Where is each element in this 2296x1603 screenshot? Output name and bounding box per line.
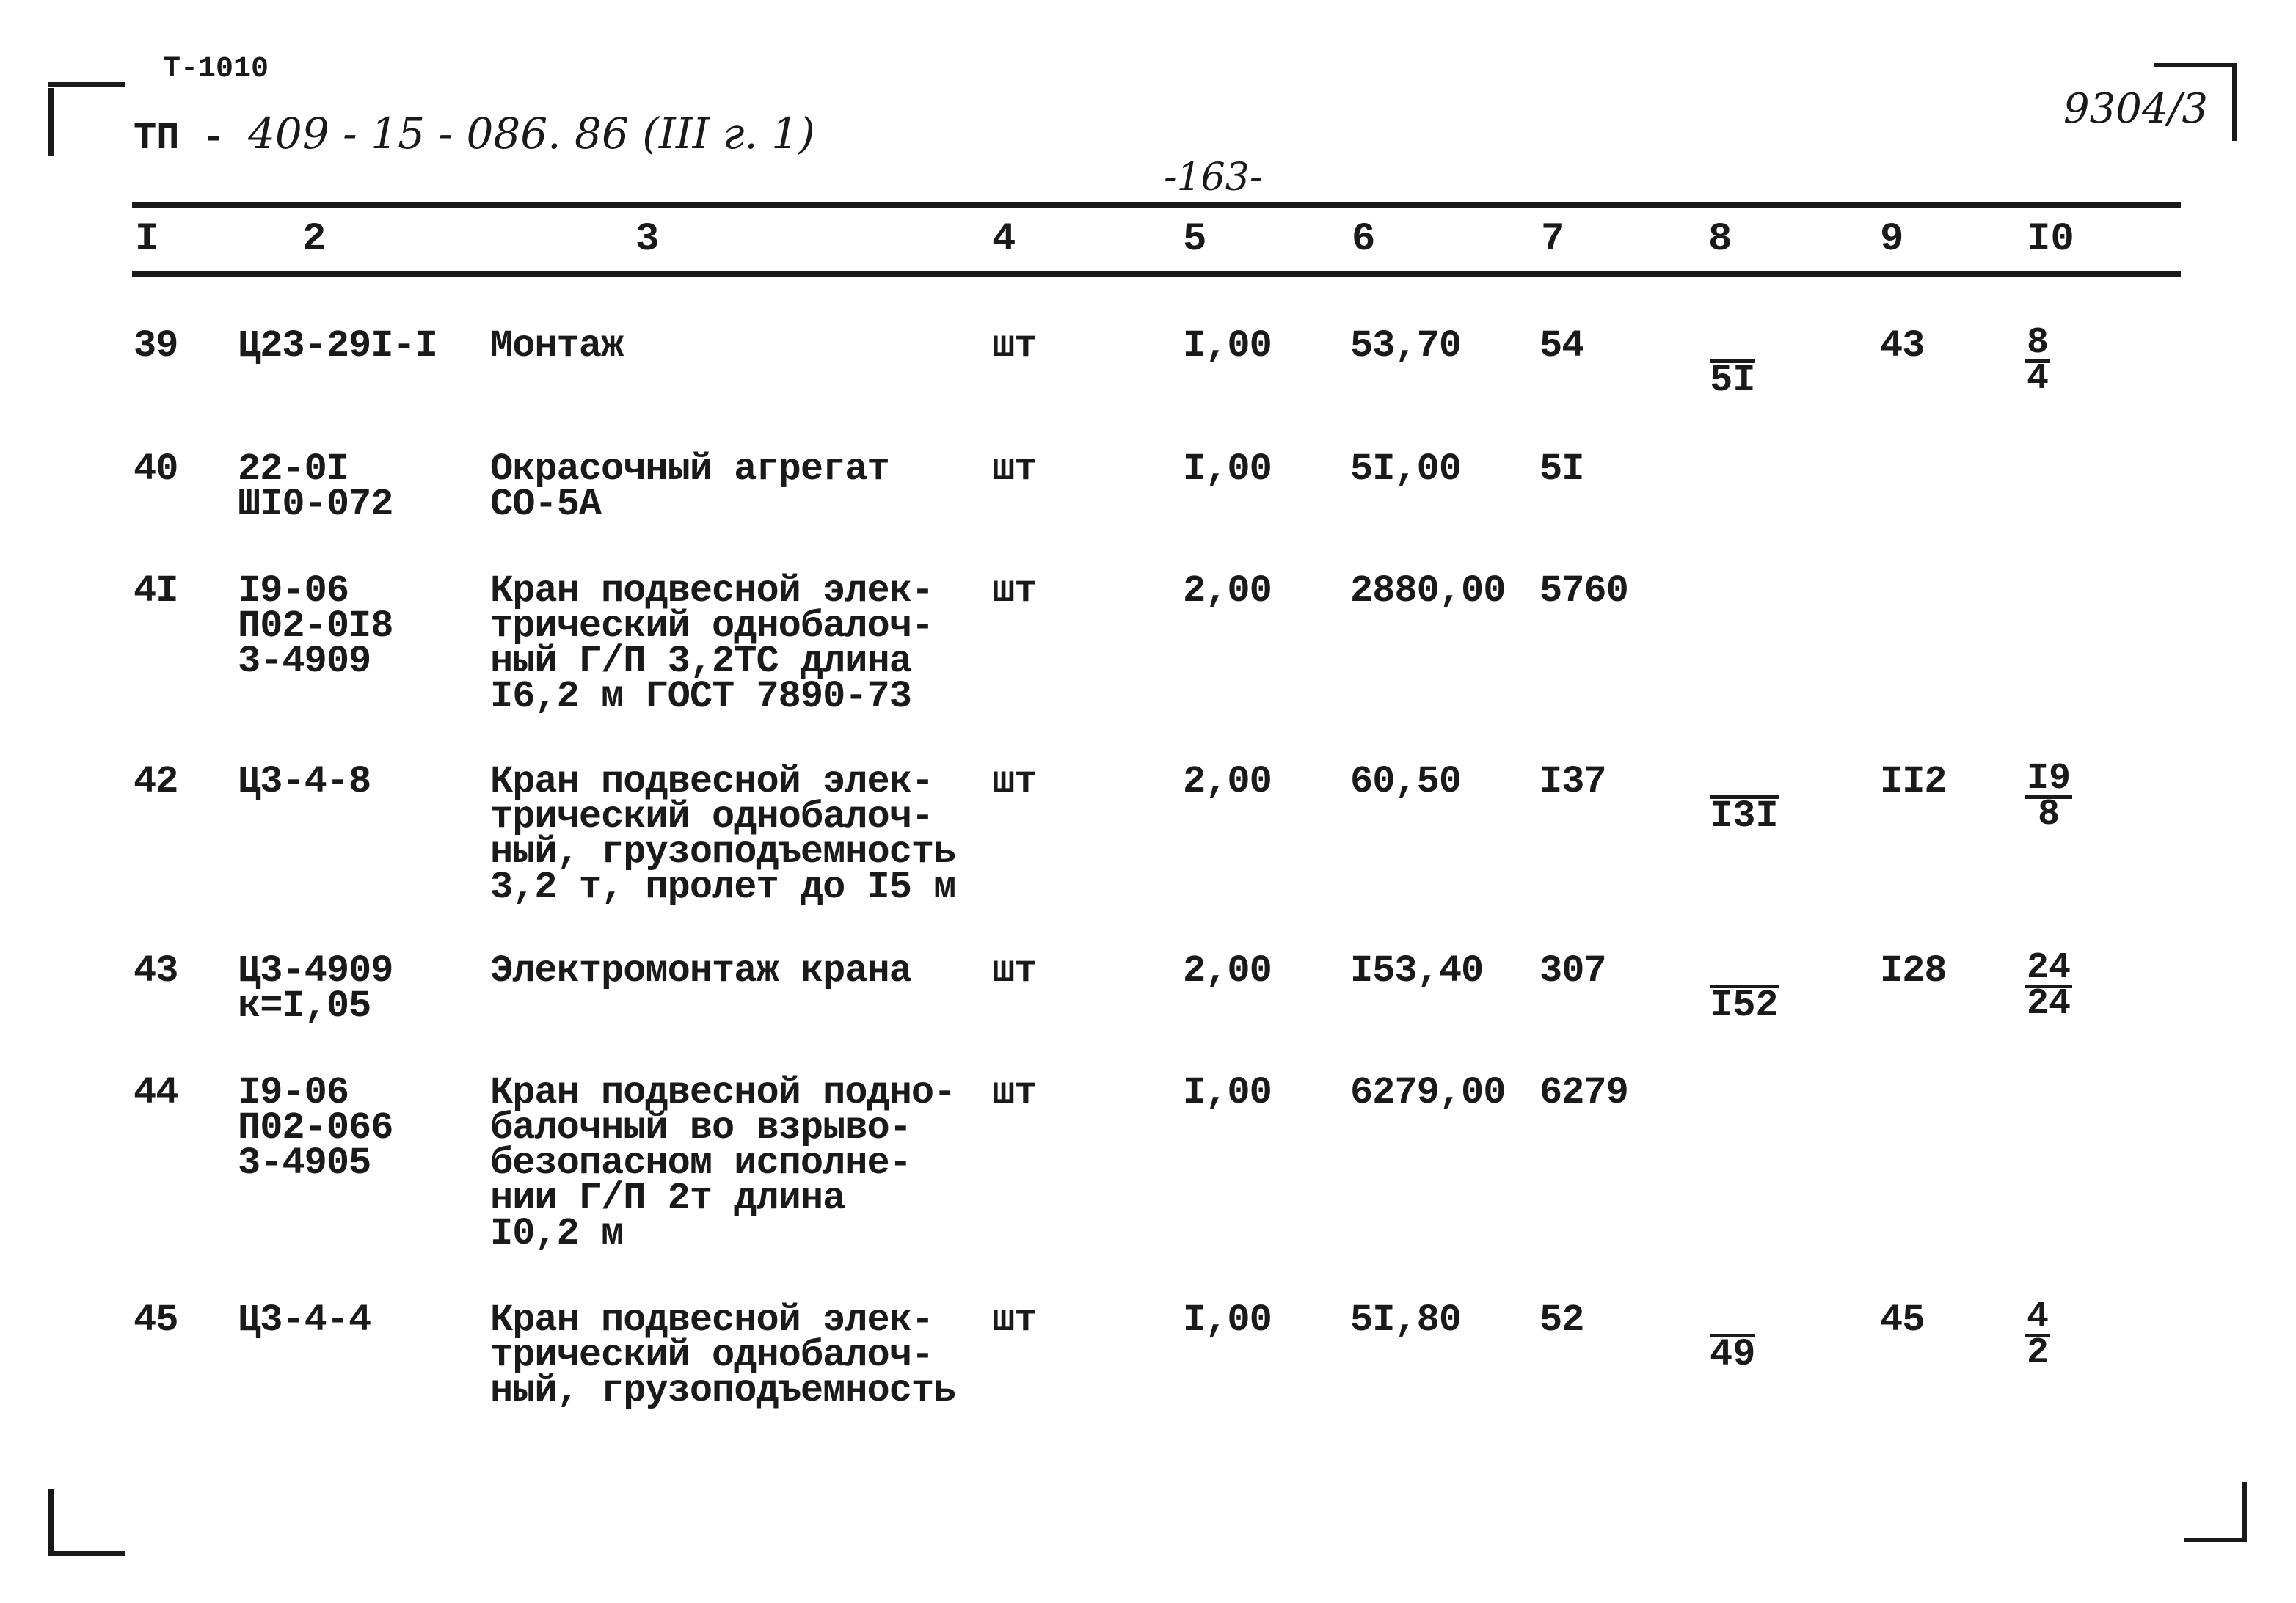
fraction-numerator: 4 — [2027, 1296, 2049, 1338]
norm-code: 22-0I ШI0-072 — [238, 448, 393, 526]
unit: шт — [992, 760, 1037, 803]
column-header: 2 — [302, 217, 327, 262]
unit-price: 2880,00 — [1350, 569, 1506, 613]
corner-mark-top-left-vertical — [48, 88, 54, 156]
document-number: 9304/3 — [2063, 85, 2209, 133]
table-top-rule — [132, 202, 2181, 208]
column-8-value: 49 — [1710, 1333, 1756, 1376]
document-code: Т-1010 — [163, 53, 269, 86]
column-header: I0 — [2027, 217, 2074, 262]
corner-mark-bottom-left-vertical — [48, 1489, 54, 1555]
work-name: Кран подвесной элек- трический однобалоч- ный, грузоподъемность — [490, 1299, 956, 1412]
norm-code: I9-06 П02-0I8 3-4909 — [238, 569, 393, 683]
column-header: 6 — [1352, 217, 1376, 262]
fraction-denominator: 8 — [2038, 794, 2060, 836]
column-9-value: II2 — [1880, 760, 1947, 803]
fraction-numerator: 24 — [2027, 947, 2071, 989]
corner-mark-top-right-horizontal — [2154, 63, 2237, 67]
column-header: 7 — [1541, 217, 1565, 262]
corner-mark-top-left-horizontal — [48, 82, 125, 87]
corner-mark-bottom-right-horizontal — [2184, 1538, 2247, 1542]
row-number: 39 — [134, 324, 178, 368]
column-header: I — [135, 217, 159, 262]
fraction-denominator: 4 — [2027, 358, 2049, 400]
column-header: 9 — [1880, 217, 1904, 262]
series-designation — [134, 109, 815, 160]
total-cost: 5760 — [1539, 569, 1628, 613]
corner-mark-bottom-right-vertical — [2242, 1482, 2247, 1542]
column-header: 5 — [1183, 217, 1207, 262]
work-name: Электромонтаж крана — [490, 949, 911, 993]
unit-price: 5I,00 — [1350, 448, 1462, 491]
work-name: Кран подвесной элек- трический однобалоч- ный Г/П 3,2ТС длина I6,2 м ГОСТ 7890-73 — [490, 569, 934, 718]
work-name: Монтаж — [490, 324, 624, 368]
fraction-denominator: 2 — [2027, 1332, 2049, 1374]
total-cost: I37 — [1539, 760, 1606, 803]
column-header: 3 — [635, 217, 660, 262]
quantity: I,00 — [1183, 1299, 1272, 1342]
row-number: 42 — [134, 760, 178, 803]
unit: шт — [992, 949, 1037, 993]
unit: шт — [992, 569, 1037, 613]
work-name: Кран подвесной элек- трический однобалоч- ный, грузоподъемность 3,2 т, пролет до I5 м — [490, 760, 956, 909]
norm-code: Ц3-4909 к=I,05 — [238, 949, 393, 1028]
unit: шт — [992, 1299, 1037, 1342]
column-9-value: I28 — [1880, 949, 1947, 993]
column-header: 8 — [1708, 217, 1732, 262]
norm-code: Ц3-4-4 — [238, 1299, 371, 1342]
quantity: I,00 — [1183, 1071, 1272, 1114]
quantity: 2,00 — [1183, 760, 1272, 803]
norm-code: Ц23-29I-I — [238, 324, 437, 368]
norm-code: Ц3-4-8 — [238, 760, 371, 803]
total-cost: 52 — [1539, 1299, 1584, 1342]
unit-price: 5I,80 — [1350, 1299, 1462, 1342]
quantity: I,00 — [1183, 448, 1272, 491]
quantity: 2,00 — [1183, 569, 1272, 613]
row-number: 44 — [134, 1071, 178, 1114]
table-header-rule — [132, 271, 2181, 277]
total-cost: 5I — [1539, 448, 1584, 491]
series-prefix: ТП - — [134, 117, 249, 160]
unit-price: I53,40 — [1350, 949, 1484, 993]
column-8-value: 5I — [1710, 359, 1756, 402]
unit: шт — [992, 448, 1037, 491]
column-10-fraction — [2025, 322, 2050, 400]
quantity: I,00 — [1183, 324, 1272, 368]
row-number: 4I — [134, 569, 178, 613]
fraction-denominator: 24 — [2027, 983, 2071, 1025]
fraction-numerator: 8 — [2027, 322, 2049, 364]
unit: шт — [992, 324, 1037, 368]
total-cost: 6279 — [1539, 1071, 1628, 1114]
unit-price: 6279,00 — [1350, 1071, 1506, 1114]
total-cost: 54 — [1539, 324, 1584, 368]
column-9-value: 45 — [1880, 1299, 1925, 1342]
unit-price: 53,70 — [1350, 324, 1462, 368]
column-8-value: I3I — [1710, 795, 1779, 838]
corner-mark-bottom-left-horizontal — [48, 1551, 125, 1556]
row-number: 43 — [134, 949, 178, 993]
unit-price: 60,50 — [1350, 760, 1462, 803]
page-number: -163- — [1164, 156, 1263, 200]
norm-code: I9-06 П02-066 3-4905 — [238, 1071, 393, 1185]
row-number: 40 — [134, 448, 178, 491]
work-name: Окрасочный агрегат СО-5А — [490, 448, 889, 526]
quantity: 2,00 — [1183, 949, 1272, 993]
column-8-value: I52 — [1710, 984, 1779, 1027]
total-cost: 307 — [1539, 949, 1606, 993]
row-number: 45 — [134, 1299, 178, 1342]
column-10-fraction — [2025, 758, 2072, 836]
corner-mark-top-right-vertical — [2232, 65, 2237, 141]
column-header: 4 — [992, 217, 1016, 262]
column-9-value: 43 — [1880, 324, 1925, 368]
unit: шт — [992, 1071, 1037, 1114]
series-handwritten: 409 - 15 - 086. 86 (III г. 1) — [248, 109, 815, 158]
fraction-numerator: I9 — [2027, 758, 2071, 800]
work-name: Кран подвесной подно- балочный во взрыво- безопасном исполне- нии Г/П 2т длина I0,2 м — [490, 1071, 956, 1255]
column-10-fraction — [2025, 1296, 2050, 1374]
column-10-fraction — [2025, 947, 2072, 1025]
